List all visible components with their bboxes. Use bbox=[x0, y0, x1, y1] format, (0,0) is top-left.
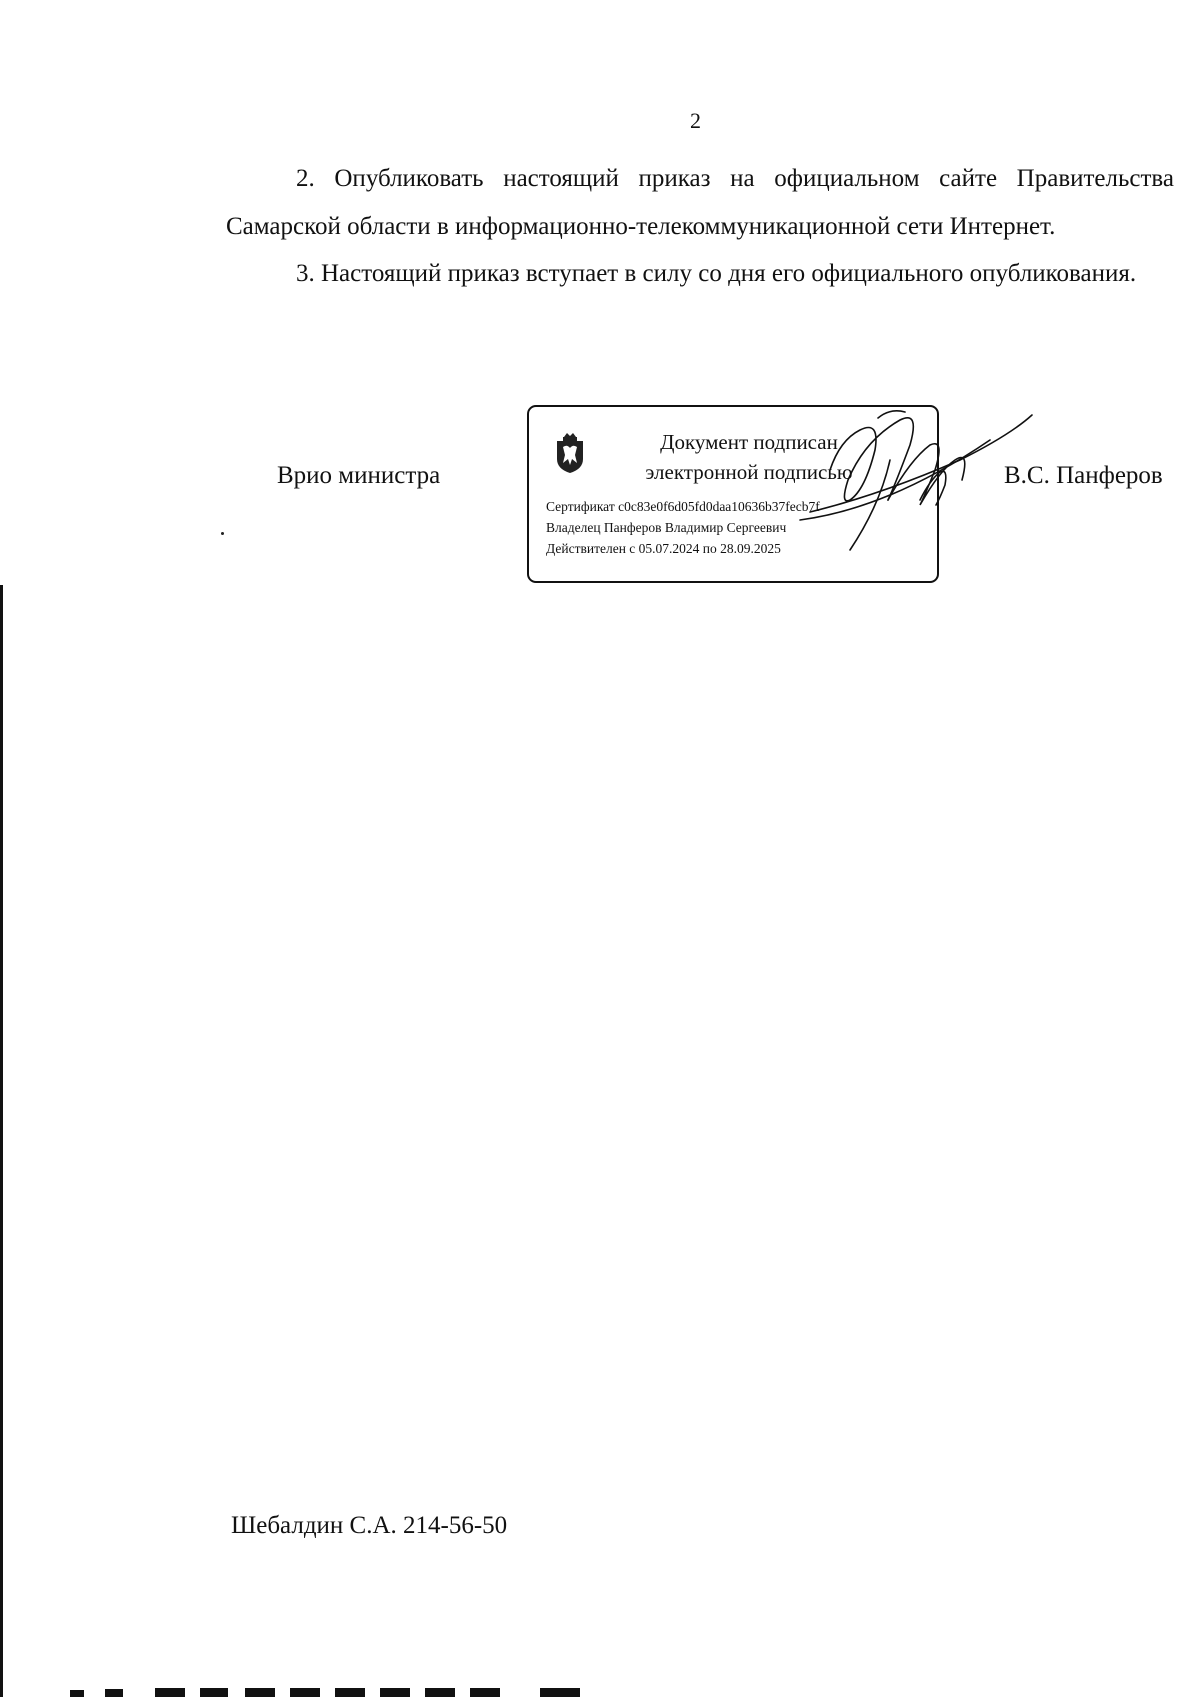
signer-name: В.С. Панферов bbox=[1004, 462, 1163, 489]
scan-speck bbox=[221, 532, 224, 535]
scan-edge-line bbox=[0, 585, 3, 1697]
page-number: 2 bbox=[690, 108, 701, 133]
stamp-certificate: Сертификат c0c83e0f6d05fd0daa10636b37fecb7f bbox=[546, 499, 820, 514]
paragraph-effective: 3. Настоящий приказ вступает в силу со дня его официального опубликования. bbox=[296, 260, 1137, 287]
electronic-signature-stamp bbox=[527, 405, 939, 583]
signer-title: Врио министра bbox=[277, 462, 441, 489]
paragraph-publish: 2. Опубликовать настоящий приказ на официальном сайте Правительства Самарской области в информационно-телекоммуникационной сети Интернет. bbox=[226, 165, 1174, 240]
stamp-line-1: Документ подписан bbox=[660, 430, 838, 454]
stamp-owner: Владелец Панферов Владимир Сергеевич bbox=[546, 520, 787, 535]
stamp-validity: Действителен с 05.07.2024 по 28.09.2025 bbox=[546, 541, 781, 556]
samara-coat-of-arms-icon bbox=[553, 431, 587, 475]
executor-contact: Шебалдин С.А. 214-56-50 bbox=[231, 1512, 508, 1539]
stamp-line-2: электронной подписью bbox=[645, 460, 853, 484]
scan-artifact-strip bbox=[60, 1686, 620, 1697]
